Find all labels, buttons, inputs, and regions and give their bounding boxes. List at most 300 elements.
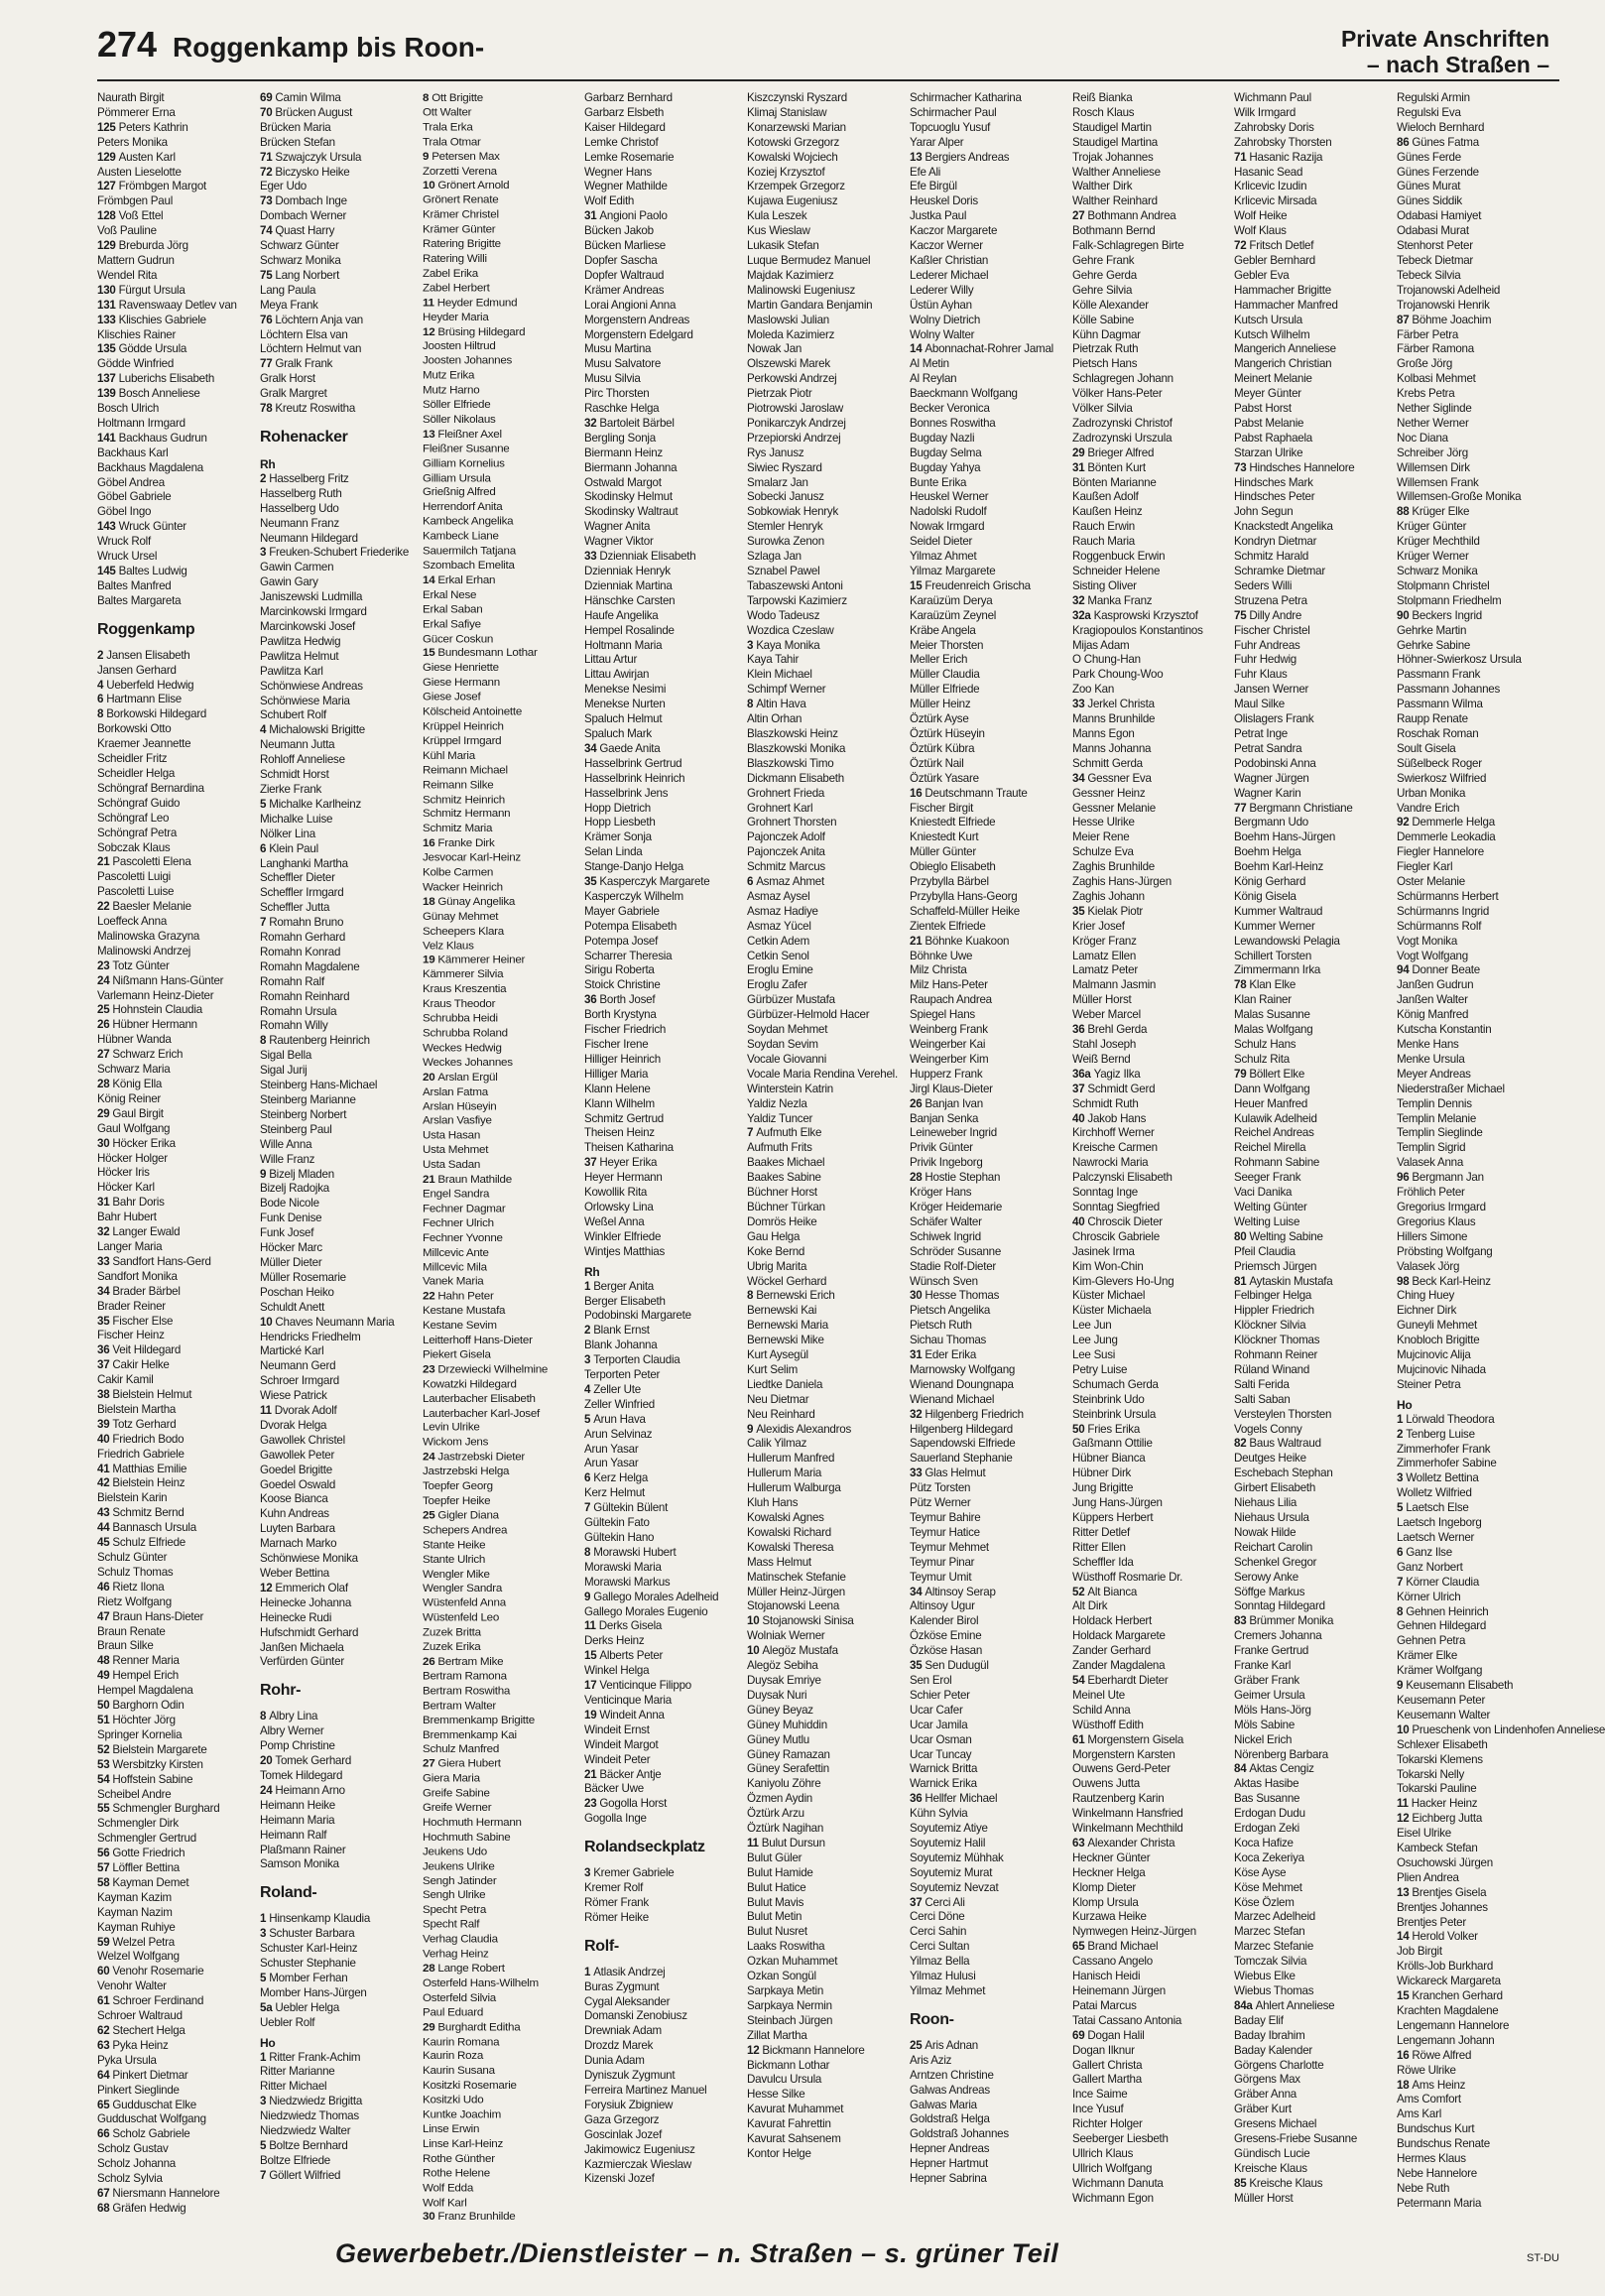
resident-entry: Gawollek Peter: [260, 1448, 335, 1462]
resident-entry: Gresens Michael: [1234, 2117, 1317, 2131]
resident-entry: Heimann Heike: [260, 1798, 336, 1812]
resident-entry: Görgens Charlotte: [1234, 2058, 1324, 2072]
resident-entry: Maul Silke: [1234, 698, 1285, 711]
resident-entry: Güney Mutlu: [747, 1732, 809, 1746]
resident-entry: Langer Maria: [97, 1239, 163, 1253]
resident-entry: Menke Hans: [1397, 1038, 1459, 1051]
resident-entry: [910, 1586, 1073, 1600]
resident-entry: Manns Egon: [1072, 726, 1135, 740]
resident-entry: Arntzen Christine: [910, 2068, 994, 2082]
resident-entry: [97, 1285, 261, 1300]
resident-entry: Kröger Franz: [1072, 934, 1137, 948]
resident-entry: Aufmuth Frits: [747, 1141, 812, 1155]
resident-name: Brümmer Monika: [1249, 1614, 1334, 1628]
resident-entry: Kus Wieslaw: [747, 224, 810, 238]
resident-name: Dilly Andre: [1249, 608, 1302, 622]
house-number: 3: [584, 1866, 591, 1880]
resident-entry: Schäfer Walter: [910, 1214, 982, 1228]
resident-entry: Pabst Melanie: [1234, 416, 1304, 430]
resident-name: Gigler Diana: [437, 1508, 499, 1522]
resident-name: Kämmerer Heiner: [437, 954, 526, 966]
resident-entry: Wolny Walter: [910, 327, 975, 341]
resident-entry: Niedzwiedz Walter: [260, 2124, 351, 2138]
house-number: 35: [910, 1659, 923, 1673]
resident-entry: Soydan Sevim: [747, 1038, 818, 1051]
resident-entry: Wiebus Thomas: [1234, 1984, 1314, 1997]
resident-entry: Plaßmann Rainer: [260, 1843, 346, 1856]
resident-entry: Wickom Jens: [423, 1436, 489, 1449]
resident-entry: Wengler Mike: [423, 1567, 490, 1581]
resident-name: Bannasch Ursula: [112, 1521, 196, 1535]
resident-entry: Spiegel Hans: [910, 1008, 975, 1022]
resident-entry: Hübner Bianca: [1072, 1452, 1146, 1466]
house-number: 40: [1072, 1214, 1085, 1228]
resident-name: Alexidis Alexandros: [756, 1422, 851, 1436]
resident-entry: Ucar Tuncay: [910, 1747, 972, 1761]
resident-entry: Klischies Rainer: [97, 327, 177, 341]
house-number: 139: [97, 387, 116, 401]
resident-name: Ahlert Anneliese: [1255, 1998, 1335, 2012]
resident-entry: Wozdica Czeslaw: [747, 623, 834, 637]
resident-entry: [1397, 963, 1560, 978]
resident-name: Hübner Hermann: [112, 1018, 197, 1032]
resident-entry: [1234, 1762, 1398, 1777]
resident-entry: Kremer Rolf: [584, 1881, 644, 1895]
resident-entry: Weckes Hedwig: [423, 1041, 502, 1055]
resident-entry: [1397, 1471, 1560, 1486]
house-number: 57: [97, 1861, 110, 1875]
resident-entry: Hippler Friedrich: [1234, 1304, 1314, 1318]
resident-entry: [97, 1107, 261, 1122]
resident-name: Gralk Frank: [275, 357, 333, 371]
resident-entry: Klöckner Silvia: [1234, 1319, 1306, 1333]
house-number: 21: [423, 1172, 435, 1186]
resident-entry: Sarpkaya Nermin: [747, 1998, 832, 2012]
resident-entry: Soyutemiz Murat: [910, 1865, 993, 1879]
resident-entry: Sobkowiak Henryk: [747, 505, 839, 519]
resident-entry: Windeit Ernst: [584, 1722, 650, 1736]
resident-entry: Bas Susanne: [1234, 1792, 1300, 1806]
resident-entry: Holtmann Irmgard: [97, 416, 185, 430]
resident-entry: Bulut Nusret: [747, 1925, 807, 1939]
resident-entry: Schmitt Gerda: [1072, 756, 1143, 770]
resident-entry: Wöckel Gerhard: [747, 1274, 827, 1288]
resident-entry: Keusemann Peter: [1397, 1693, 1486, 1707]
resident-entry: Wille Franz: [260, 1152, 315, 1166]
resident-entry: Braun Silke: [97, 1639, 154, 1653]
resident-entry: Zadrozynski Urszula: [1072, 431, 1173, 445]
resident-entry: Warnick Britta: [910, 1762, 978, 1776]
resident-entry: Heuskel Werner: [910, 490, 989, 504]
resident-entry: Weinberg Frank: [910, 1023, 988, 1037]
house-number: 18: [1397, 2078, 1410, 2092]
resident-entry: Ritter Marianne: [260, 2065, 335, 2079]
resident-entry: Holtmann Maria: [584, 638, 663, 652]
resident-entry: Bahr Hubert: [97, 1211, 157, 1224]
resident-entry: [1072, 1215, 1236, 1230]
resident-name: Welting Sabine: [1249, 1229, 1323, 1243]
resident-entry: [423, 2020, 586, 2035]
resident-name: Schuster Barbara: [269, 1927, 355, 1941]
house-number: 36: [910, 1792, 923, 1806]
house-number: 44: [97, 1521, 110, 1535]
resident-entry: Hesse Ulrike: [1072, 816, 1135, 829]
resident-name: Kerz Helga: [593, 1471, 649, 1485]
resident-entry: Soyutemiz Atiye: [910, 1822, 988, 1836]
resident-entry: Gücer Coskun: [423, 631, 494, 645]
resident-entry: Fischer Heinz: [97, 1329, 165, 1342]
resident-entry: Klomp Dieter: [1072, 1880, 1137, 1894]
house-number: 56: [97, 1847, 110, 1860]
resident-name: Alberts Peter: [599, 1649, 664, 1663]
resident-entry: Bielstein Martha: [97, 1402, 177, 1416]
resident-entry: Schimpf Werner: [747, 683, 826, 697]
resident-entry: [1397, 2049, 1560, 2064]
resident-entry: Sen Erol: [910, 1673, 952, 1687]
resident-entry: Schröder Susanne: [910, 1244, 1002, 1258]
house-number: 14: [910, 342, 923, 356]
house-number: 31: [97, 1196, 110, 1210]
resident-entry: Musu Martina: [584, 342, 652, 356]
resident-entry: Franke Karl: [1234, 1659, 1292, 1673]
resident-name: Brücken August: [275, 105, 353, 119]
resident-entry: Kavurat Fahrettin: [747, 2117, 831, 2131]
resident-entry: Morgenstern Andreas: [584, 313, 690, 326]
house-number: 4: [97, 678, 104, 692]
resident-entry: Söller Elfriede: [423, 398, 491, 412]
resident-entry: Spaluch Mark: [584, 726, 652, 740]
resident-entry: Reimann Silke: [423, 778, 494, 792]
resident-entry: Pascoletti Luigi: [97, 870, 171, 884]
house-number: 9: [260, 1167, 267, 1181]
resident-entry: [260, 2051, 424, 2066]
resident-entry: [584, 1797, 748, 1812]
resident-entry: Brücken Maria: [260, 120, 331, 134]
resident-name: Pinkert Dietmar: [112, 2068, 188, 2082]
resident-entry: Kragiopoulos Konstantinos: [1072, 623, 1203, 637]
resident-entry: Zuzek Britta: [423, 1625, 481, 1639]
resident-entry: Hammacher Manfred: [1234, 298, 1338, 312]
resident-entry: Vanek Maria: [423, 1275, 484, 1288]
page-title: Roggenkamp bis Roon-: [173, 32, 485, 63]
resident-name: Pyka Heinz: [112, 2038, 169, 2052]
resident-entry: Bizelj Radojka: [260, 1182, 329, 1196]
resident-entry: Kim-Glevers Ho-Ung: [1072, 1274, 1174, 1288]
resident-entry: Walther Reinhard: [1072, 194, 1158, 208]
resident-entry: Schöngraf Petra: [97, 826, 178, 839]
resident-entry: Ams Comfort: [1397, 2093, 1461, 2106]
resident-name: Franke Dirk: [437, 836, 495, 850]
resident-name: Stechert Helga: [112, 2024, 185, 2037]
resident-entry: [423, 2211, 586, 2226]
resident-entry: Koca Zekeriya: [1234, 1850, 1304, 1864]
resident-entry: Ratering Willi: [423, 252, 487, 265]
resident-entry: Bulut Hamide: [747, 1865, 813, 1879]
resident-entry: Manns Johanna: [1072, 741, 1152, 755]
resident-entry: Krölls-Job Burkhard: [1397, 1960, 1494, 1974]
resident-entry: Yilmaz Margarete: [910, 565, 996, 577]
resident-entry: Nowak Irmgard: [910, 520, 985, 534]
house-number: 135: [97, 342, 116, 356]
resident-entry: Lee Susi: [1072, 1348, 1116, 1362]
resident-entry: [1072, 594, 1236, 609]
resident-name: Beckers Ingrid: [1412, 608, 1483, 622]
resident-entry: Völker Silvia: [1072, 402, 1133, 416]
house-number: 10: [423, 179, 435, 192]
house-number: 35: [1072, 904, 1085, 918]
resident-entry: [260, 916, 424, 931]
resident-entry: [97, 1965, 261, 1979]
resident-entry: Tabaszewski Antoni: [747, 578, 843, 592]
resident-entry: Yaldiz Nezla: [747, 1096, 807, 1110]
resident-entry: Hilliger Heinrich: [584, 1052, 661, 1066]
house-number: 73: [1234, 460, 1247, 474]
resident-entry: Rys Janusz: [747, 446, 804, 459]
resident-entry: Teymur Pinar: [910, 1555, 975, 1569]
resident-entry: Meya Frank: [260, 298, 318, 312]
resident-entry: Kutsch Wilhelm: [1234, 327, 1310, 341]
resident-entry: [584, 875, 748, 890]
resident-entry: Lee Jun: [1072, 1319, 1112, 1333]
resident-entry: Sapendowski Elfriede: [910, 1437, 1016, 1451]
resident-entry: Roschak Roman: [1397, 726, 1479, 740]
house-number: 25: [97, 1003, 110, 1017]
house-number: 4: [584, 1382, 591, 1396]
house-number: 137: [97, 372, 116, 386]
resident-name: Morawski Hubert: [593, 1545, 677, 1559]
resident-entry: [1072, 609, 1236, 624]
resident-entry: Bickmann Lothar: [747, 2058, 830, 2072]
resident-name: Windeit Anna: [599, 1708, 665, 1722]
resident-entry: Schönwiese Monika: [260, 1552, 358, 1566]
resident-entry: [260, 1754, 424, 1769]
resident-entry: Windeit Peter: [584, 1752, 651, 1766]
resident-entry: Schrubba Roland: [423, 1026, 508, 1040]
resident-entry: [1072, 1023, 1236, 1038]
resident-entry: Heckner Helga: [1072, 1865, 1146, 1879]
house-number: 54: [97, 1772, 110, 1786]
resident-entry: [584, 1280, 748, 1295]
resident-entry: Bernewski Maria: [747, 1319, 828, 1333]
house-number: 16: [423, 836, 435, 850]
resident-entry: Laetsch Werner: [1397, 1531, 1475, 1544]
resident-entry: Demmerle Leokadia: [1397, 830, 1496, 844]
resident-entry: Hilliger Maria: [584, 1067, 649, 1081]
resident-entry: Meier Rene: [1072, 830, 1130, 844]
resident-entry: Wieloch Bernhard: [1397, 120, 1485, 134]
resident-entry: Giera Maria: [423, 1771, 480, 1785]
resident-entry: Garbarz Elsbeth: [584, 105, 665, 119]
resident-name: Hellfer Michael: [925, 1792, 998, 1806]
house-number: 5: [260, 797, 267, 811]
resident-entry: Wüsthoff Rosmarie Dr.: [1072, 1570, 1183, 1584]
resident-entry: Blaszkowski Heinz: [747, 726, 838, 740]
resident-entry: Stange-Danjo Helga: [584, 860, 683, 874]
resident-entry: [97, 1078, 261, 1092]
resident-entry: Petermann Maria: [1397, 2196, 1482, 2210]
resident-entry: [1072, 1940, 1236, 1955]
resident-entry: Hochmuth Hermann: [423, 1816, 522, 1829]
resident-entry: Kraemer Jeannette: [97, 737, 191, 751]
house-number: 40: [97, 1432, 110, 1446]
resident-entry: Linse Erwin: [423, 2122, 480, 2136]
resident-entry: Malinowski Andrzej: [97, 944, 191, 957]
resident-entry: [97, 1358, 261, 1373]
resident-entry: [1072, 1674, 1236, 1689]
resident-entry: [1397, 1722, 1605, 1738]
resident-entry: Biermann Johanna: [584, 460, 678, 474]
resident-entry: Bücken Marliese: [584, 239, 666, 253]
resident-entry: [260, 723, 424, 738]
resident-name: Chaves Neumann Maria: [275, 1315, 395, 1329]
resident-entry: Martické Karl: [260, 1344, 324, 1358]
resident-entry: Marzec Stefan: [1234, 1925, 1305, 1939]
resident-entry: Raupp Renate: [1397, 712, 1468, 726]
resident-entry: Goedel Oswald: [260, 1477, 336, 1491]
resident-entry: Aktas Hasibe: [1234, 1777, 1299, 1791]
resident-entry: Dzienniak Henryk: [584, 565, 671, 577]
resident-entry: Kraus Theodor: [423, 997, 496, 1011]
resident-entry: Holdack Margarete: [1072, 1629, 1166, 1643]
resident-name: Biczysko Heike: [275, 165, 350, 179]
resident-name: Bundesmann Lothar: [437, 646, 538, 660]
resident-name: Wolletz Bettina: [1406, 1471, 1479, 1485]
resident-entry: Tomek Hildegard: [260, 1768, 343, 1782]
resident-entry: [1397, 1171, 1560, 1186]
resident-name: Momber Ferhan: [269, 1971, 348, 1984]
resident-name: Kreische Klaus: [1249, 2176, 1323, 2190]
resident-entry: Gaul Wolfgang: [97, 1121, 171, 1135]
resident-entry: Schiwek Ingrid: [910, 1229, 981, 1243]
house-number: 65: [1072, 1940, 1085, 1954]
resident-entry: Müller Günter: [910, 845, 976, 859]
resident-entry: [260, 2139, 424, 2154]
resident-entry: Hendricks Friedhelm: [260, 1330, 361, 1343]
resident-entry: Scheidler Helga: [97, 766, 176, 780]
resident-entry: Krebs Petra: [1397, 387, 1455, 401]
resident-name: Hohnstein Claudia: [112, 1003, 202, 1017]
resident-entry: Göbel Andrea: [97, 475, 165, 489]
resident-entry: Boehm Karl-Heinz: [1234, 860, 1324, 874]
resident-entry: Pirc Thorsten: [584, 387, 650, 401]
house-number: 17: [584, 1679, 597, 1693]
resident-entry: Soydan Mehmet: [747, 1023, 828, 1037]
resident-entry: Rüland Winand: [1234, 1362, 1310, 1376]
resident-entry: Sigal Jurij: [260, 1064, 308, 1078]
resident-entry: Martin Gandara Benjamin: [747, 298, 873, 312]
resident-entry: Bugday Nazli: [910, 431, 975, 445]
resident-entry: Kestane Mustafa: [423, 1304, 506, 1318]
resident-entry: Pascoletti Luise: [97, 885, 175, 899]
resident-entry: Krüger Mechthild: [1397, 535, 1480, 549]
resident-entry: Krier Josef: [1072, 919, 1125, 933]
resident-entry: Weingerber Kim: [910, 1052, 989, 1066]
resident-entry: Backhaus Magdalena: [97, 460, 204, 474]
resident-entry: Ritter Detlef: [1072, 1525, 1130, 1539]
resident-entry: [1072, 1112, 1236, 1127]
resident-entry: [97, 2069, 261, 2084]
resident-entry: Schroer Waltraud: [97, 2009, 183, 2023]
resident-entry: Morawski Markus: [584, 1575, 671, 1589]
resident-entry: Mayer Gabriele: [584, 904, 660, 918]
resident-entry: Niederstraßer Michael: [1397, 1082, 1505, 1095]
house-number: 14: [1397, 1930, 1410, 1944]
resident-entry: Giese Hermann: [423, 676, 500, 689]
resident-entry: Tebeck Silvia: [1397, 268, 1461, 282]
resident-entry: Möls Sabine: [1234, 1718, 1296, 1731]
resident-entry: Ostwald Margot: [584, 475, 662, 489]
resident-entry: Laaks Roswitha: [747, 1940, 825, 1954]
resident-entry: Hullerum Manfred: [747, 1452, 835, 1466]
resident-entry: Krachten Magdalene: [1397, 2004, 1499, 2017]
resident-entry: [1397, 1546, 1560, 1561]
resident-name: Erkal Erhan: [437, 574, 496, 586]
resident-entry: Kalender Birol: [910, 1614, 979, 1628]
resident-name: Szwajczyk Ursula: [275, 150, 362, 164]
resident-name: Venohr Rosemarie: [112, 1965, 204, 1978]
resident-entry: Bernewski Kai: [747, 1304, 817, 1318]
resident-entry: Ince Yusuf: [1072, 2103, 1124, 2116]
house-number: 55: [97, 1802, 110, 1816]
house-number: 58: [97, 1875, 110, 1889]
resident-entry: Kambeck Liane: [423, 529, 499, 543]
resident-entry: Wickareck Margareta: [1397, 1975, 1501, 1988]
resident-entry: [584, 1501, 748, 1516]
resident-entry: Potempa Elisabeth: [584, 919, 678, 933]
resident-entry: Steinbrink Udo: [1072, 1392, 1145, 1406]
page-number: 274: [97, 24, 158, 64]
resident-entry: Levin Ulrike: [423, 1421, 480, 1435]
resident-entry: [97, 209, 261, 224]
resident-entry: Winterstein Katrin: [747, 1082, 833, 1095]
resident-entry: Morgenstern Karsten: [1072, 1747, 1175, 1761]
house-number: 5: [260, 2139, 267, 2152]
resident-entry: [97, 1003, 261, 1018]
resident-entry: [260, 1404, 424, 1419]
resident-entry: Regulski Armin: [1397, 91, 1470, 104]
house-number: 25: [423, 1508, 435, 1522]
resident-entry: Trojak Johannes: [1072, 150, 1154, 164]
house-number: 48: [97, 1654, 110, 1668]
resident-entry: [584, 1966, 748, 1980]
house-number: 26: [97, 1018, 110, 1032]
resident-entry: Bothmann Bernd: [1072, 224, 1156, 238]
resident-entry: [747, 639, 911, 654]
resident-entry: [97, 2039, 261, 2054]
resident-entry: Privik Ingeborg: [910, 1156, 983, 1170]
resident-entry: Bugday Selma: [910, 446, 982, 459]
resident-entry: Ferreira Martinez Manuel: [584, 2084, 707, 2097]
resident-entry: Bücken Jakob: [584, 224, 654, 238]
resident-entry: [423, 895, 586, 910]
resident-entry: Baday Elif: [1234, 2013, 1284, 2027]
resident-entry: Neumann Franz: [260, 516, 339, 530]
house-number: 15: [910, 578, 923, 592]
resident-entry: Privik Günter: [910, 1141, 973, 1155]
resident-entry: Garbarz Bernhard: [584, 91, 673, 104]
house-number: 5a: [260, 2000, 273, 2014]
resident-entry: Velz Klaus: [423, 939, 474, 953]
resident-entry: Krüppel Irmgard: [423, 734, 502, 747]
resident-entry: Menke Ursula: [1397, 1052, 1465, 1066]
resident-entry: Kaczor Werner: [910, 239, 983, 253]
resident-name: Franz Brunhilde: [437, 2210, 516, 2224]
resident-entry: Olszewski Marek: [747, 357, 830, 371]
resident-entry: Sonntag Siegfried: [1072, 1200, 1160, 1213]
resident-entry: [584, 417, 748, 432]
resident-entry: Musu Salvatore: [584, 357, 662, 371]
resident-entry: Koke Bernd: [747, 1244, 805, 1258]
